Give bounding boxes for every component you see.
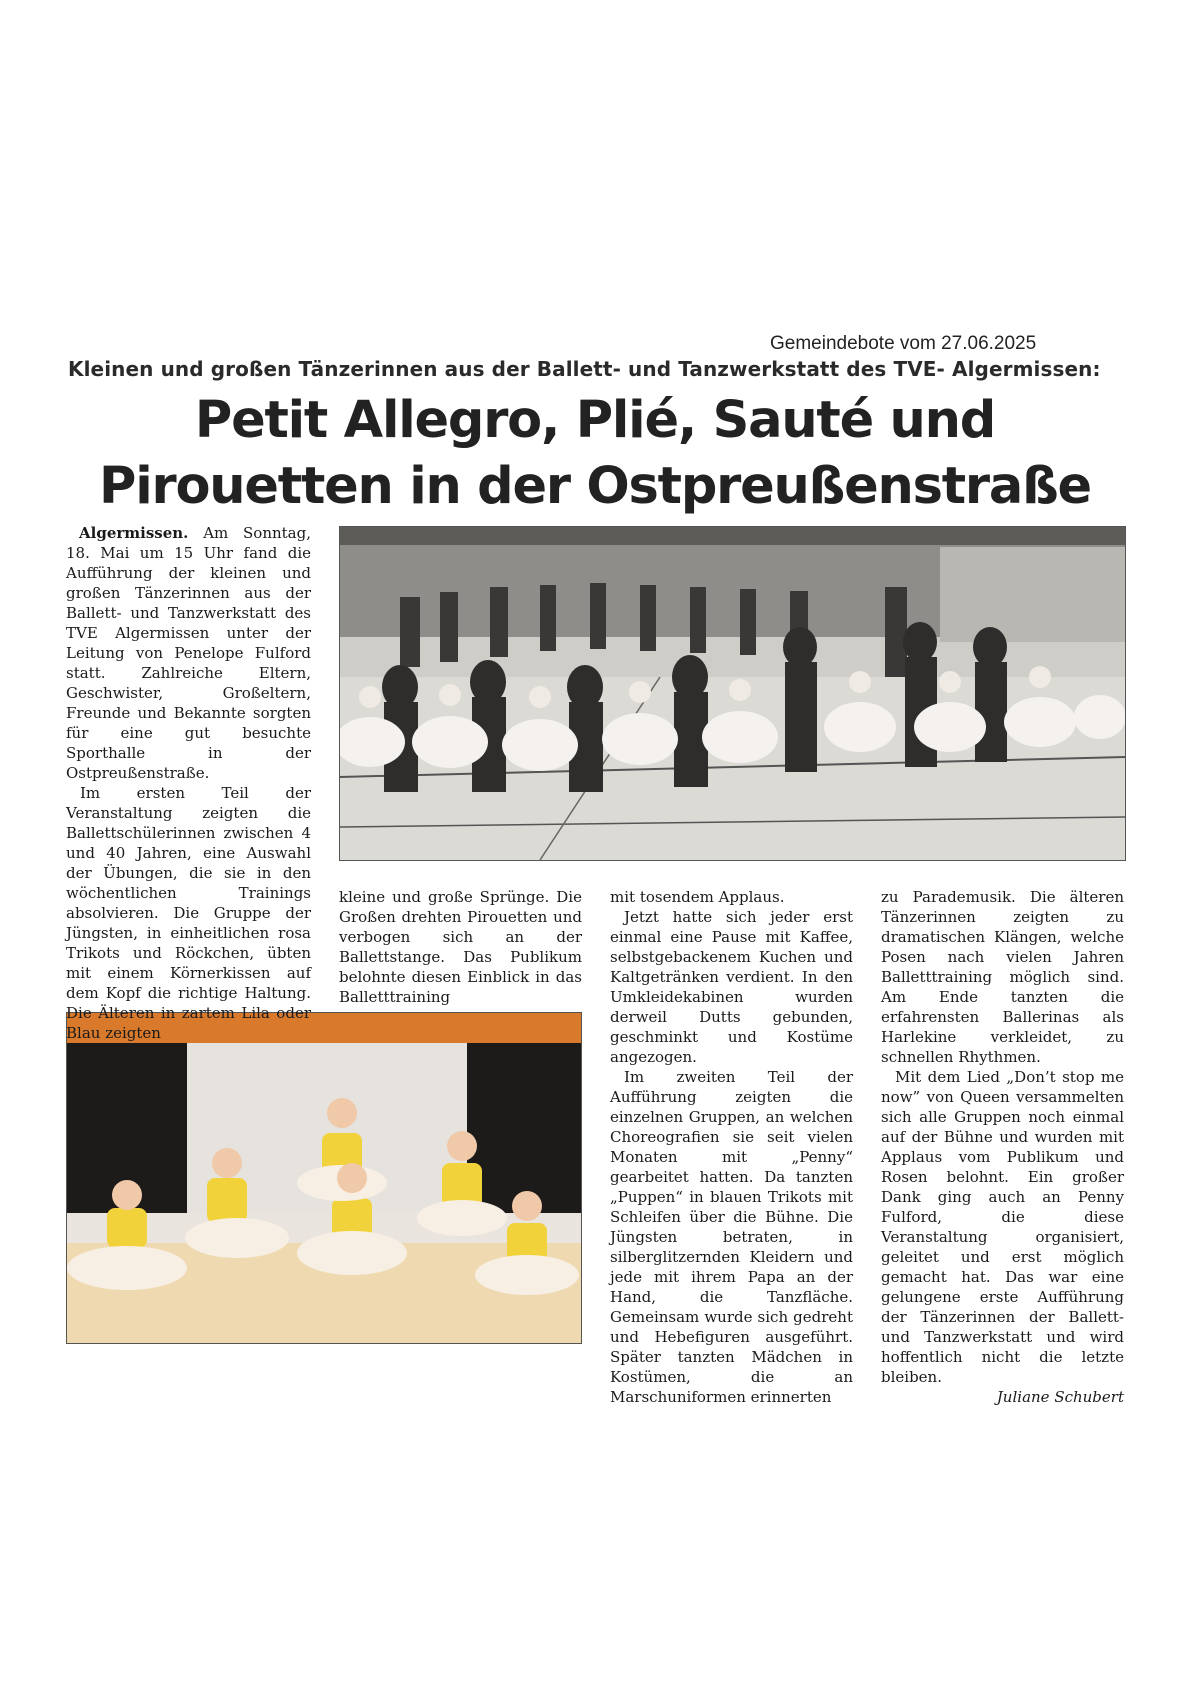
article-column-1 — [66, 523, 311, 1043]
ballerinas-photo-image — [67, 1013, 581, 1343]
publication-source: Gemeindebote vom 27.06.2025 — [770, 333, 1037, 354]
ballerinas-photo — [66, 1012, 582, 1344]
headline-line-2: Pirouetten in der Ostpreußenstraße — [99, 457, 1091, 516]
article-paragraph: mit tosendem Applaus. — [610, 888, 785, 906]
article-paragraph: Im zweiten Teil der Aufführung zeigten die einzelnen Gruppen, an welchen Choreografien sie seit vielen Monaten mit „Penny“ gearbeitet hatten. Da tanzten „Puppen“ in blauen Trikots mit Schleifen über die Bühne. Die Jüngsten betraten, in silberglitzernden Kleidern und jede mit ihrem Papa an der Hand, die Tanzfläche. Gemeinsam wurde sich gedreht und Hebefiguren ausgeführt. Später tanzten Mädchen in Kostümen, die an Marschuniformen erinnerten — [610, 1068, 853, 1406]
headline-line-1: Petit Allegro, Plié, Sauté und — [194, 391, 996, 450]
article-paragraph: zu Parademusik. Die älteren Tänzerinnen zeigten zu dramatischen Klängen, welche Posen nach vielen Jahren Balletttraining möglich sind. Am Ende tanzten die erfahrensten Ballerinas als Harlekine verkleidet, zu schnellen Rhythmen. — [881, 888, 1124, 1066]
article-column-3 — [610, 887, 853, 1407]
dateline: Algermissen. — [79, 524, 189, 542]
paragraph-text: Am Sonntag, 18. Mai um 15 Uhr fand die Aufführung der kleinen und großen Tänzerinnen aus der Ballett- und Tanzwerkstatt des TVE Algermissen unter der Leitung von Penelope Fulford statt. Zahlreiche Eltern, Geschwister, Großeltern, Freunde und Bekannte sorgten für eine gut besuchte Sporthalle in der Ostpreußenstraße. — [66, 524, 311, 782]
article-paragraph: Jetzt hatte sich jeder erst einmal eine Pause mit Kaffee, selbstgebackenem Kuchen und Kaltgetränken verdient. In den Umkleidekabinen wurden derweil Dutts gebunden, geschminkt und Kostüme angezogen. — [610, 908, 853, 1066]
article-paragraph: Mit dem Lied „Don’t stop me now” von Queen versammelten sich alle Gruppen noch einmal auf der Bühne und wurden mit Applaus vom Publikum und Rosen belohnt. Ein großer Dank ging auch an Penny Fulford, die diese Veranstaltung organisiert, geleitet und erst möglich gemacht hat. Das war eine gelungene erste Aufführung der Tänzerinnen der Ballett- und Tanzwerkstatt und wird hoffentlich nicht die letzte bleiben. — [881, 1068, 1124, 1386]
group-photo — [339, 526, 1126, 861]
article-paragraph: kleine und große Sprünge. Die Großen drehten Pirouetten und verbogen sich an der Ballettstange. Das Publikum belohnte diesen Einblick in das Balletttraining — [339, 888, 582, 1006]
author-byline: Juliane Schubert — [996, 1388, 1124, 1406]
article-column-4 — [881, 887, 1124, 1407]
article-column-2 — [339, 887, 582, 1007]
headline — [60, 388, 1130, 520]
article-paragraph — [66, 523, 311, 783]
kicker-line: Kleinen und großen Tänzerinnen aus der Ballett- und Tanzwerkstatt des TVE- Algermissen: — [68, 357, 1101, 381]
group-photo-image — [340, 527, 1125, 860]
article-paragraph: Im ersten Teil der Veranstaltung zeigten die Ballettschülerinnen zwischen 4 und 40 Jahren, eine Auswahl der Übungen, die sie in den wöchentlichen Trainings absolvieren. Die Gruppe der Jüngsten, in einheitlichen rosa Trikots und Röckchen, übten mit einem Körnerkissen auf dem Kopf die richtige Haltung. Die Älteren in zartem Lila oder Blau zeigten — [66, 784, 311, 1042]
